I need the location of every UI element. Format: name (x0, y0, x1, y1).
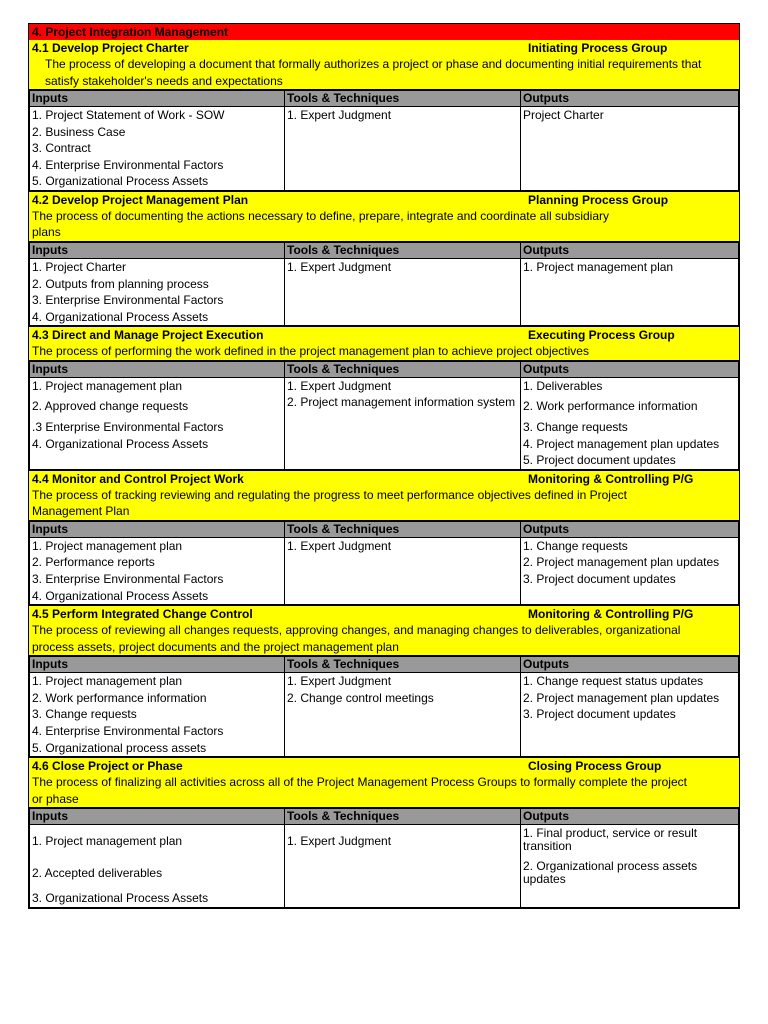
outputs-header: Outputs (521, 90, 739, 107)
outputs-cell (521, 537, 739, 605)
process-table (29, 89, 739, 192)
outputs-header: Outputs (521, 361, 739, 378)
tools-cell (285, 825, 521, 908)
tool-item: 1. Expert Judgment (287, 834, 392, 849)
input-item: 2. Business Case (32, 124, 126, 139)
inputs-cell (30, 537, 285, 605)
output-item: 2. Project management plan updates (523, 690, 720, 705)
output-item: 5. Project document updates (523, 453, 676, 468)
section-4-3 (28, 327, 740, 470)
section-4-4 (28, 471, 740, 606)
tools-header: Tools & Techniques (285, 242, 521, 259)
inputs-cell (30, 377, 285, 469)
input-item: 3. Change requests (32, 707, 137, 722)
tool-item: 2. Change control meetings (287, 690, 434, 705)
inputs-header: Inputs (30, 808, 285, 825)
output-item: 2. Work performance information (523, 399, 698, 414)
process-group: Executing Process Group (528, 328, 675, 343)
input-item: 5. Organizational process assets (32, 740, 207, 755)
section-description: The process of tracking reviewing and regulating the progress to meet performance objectives defined in Project Management Plan (29, 487, 739, 520)
section-title: 4.2 Develop Project Management Plan (32, 192, 249, 207)
tools-cell (285, 673, 521, 757)
outputs-header: Outputs (521, 521, 739, 538)
outputs-cell (521, 377, 739, 469)
section-title: 4.3 Direct and Manage Project Execution (32, 328, 264, 343)
input-item: 4. Organizational Process Assets (32, 436, 209, 451)
section-header (29, 192, 739, 208)
input-item: 2. Performance reports (32, 555, 155, 570)
process-table (29, 360, 739, 471)
section-description: The process of finalizing all activities across all of the Project Management Process Groups to formally complete the project or phase (29, 774, 739, 807)
input-item: .3 Enterprise Environmental Factors (32, 420, 224, 435)
inputs-header: Inputs (30, 361, 285, 378)
input-item: 1. Project Statement of Work - SOW (32, 108, 225, 122)
tools-header: Tools & Techniques (285, 656, 521, 673)
input-item: 1. Project management plan (32, 674, 183, 689)
input-item: 2. Work performance information (32, 690, 207, 705)
process-table (29, 241, 739, 327)
process-table (29, 520, 739, 606)
input-item: 3. Organizational Process Assets (32, 891, 209, 906)
output-item: 1. Change request status updates (523, 674, 704, 689)
section-header (29, 327, 739, 343)
input-item: 2. Approved change requests (32, 399, 189, 414)
tool-item: 1. Expert Judgment (287, 108, 392, 122)
process-table (29, 807, 739, 909)
input-item: 4. Enterprise Environmental Factors (32, 723, 224, 738)
output-item: 1. Deliverables (523, 378, 603, 393)
inputs-header: Inputs (30, 242, 285, 259)
input-item: 5. Organizational Process Assets (32, 174, 209, 189)
input-item: 4. Organizational Process Assets (32, 309, 209, 324)
section-4-5 (28, 606, 740, 758)
tools-cell (285, 537, 521, 605)
output-item: 2. Project management plan updates (523, 555, 720, 570)
tools-cell (285, 377, 521, 469)
output-item: 2. Organizational process assets updates (523, 859, 698, 887)
inputs-cell (30, 107, 285, 191)
tool-item: 2. Project management information system (287, 395, 516, 410)
tools-cell (285, 107, 521, 191)
input-item: 1. Project management plan (32, 834, 183, 849)
input-item: 1. Project management plan (32, 538, 183, 553)
section-title: 4.5 Perform Integrated Change Control (32, 607, 253, 622)
outputs-header: Outputs (521, 808, 739, 825)
input-item: 3. Enterprise Environmental Factors (32, 293, 224, 308)
inputs-header: Inputs (30, 90, 285, 107)
section-description: The process of developing a document that formally authorizes a project or phase and documenting initial requirements that satisfy stakeholder's needs and expectations (29, 56, 739, 89)
input-item: 2. Accepted deliverables (32, 865, 163, 880)
input-item: 4. Organizational Process Assets (32, 588, 209, 603)
tool-item: 1. Expert Judgment (287, 259, 392, 274)
sheet-title: 4. Project Integration Management (28, 23, 740, 40)
process-group: Monitoring & Controlling P/G (528, 607, 694, 622)
section-4-6 (28, 758, 740, 909)
output-item: 1. Final product, service or result transition (523, 826, 698, 854)
input-item: 4. Enterprise Environmental Factors (32, 157, 224, 172)
section-description: The process of documenting the actions necessary to define, prepare, integrate and coordinate all subsidiary plans (29, 208, 739, 241)
section-title: 4.4 Monitor and Control Project Work (32, 471, 244, 486)
input-item: 2. Outputs from planning process (32, 276, 209, 291)
tools-header: Tools & Techniques (285, 808, 521, 825)
section-header (29, 471, 739, 487)
section-header (29, 758, 739, 774)
section-4-2 (28, 192, 740, 327)
inputs-cell (30, 258, 285, 326)
tool-item: 1. Expert Judgment (287, 538, 392, 553)
outputs-header: Outputs (521, 656, 739, 673)
section-title: 4.1 Develop Project Charter (32, 41, 189, 55)
process-group: Initiating Process Group (528, 41, 668, 55)
output-item: 1. Change requests (523, 538, 628, 553)
input-item: 3. Contract (32, 141, 91, 156)
outputs-cell (521, 258, 739, 326)
tools-header: Tools & Techniques (285, 90, 521, 107)
input-item: 1. Project Charter (32, 259, 127, 274)
tools-cell (285, 258, 521, 326)
section-description: The process of reviewing all changes requests, approving changes, and managing changes to deliverables, organizational process assets, project documents and the project management plan (29, 622, 739, 655)
output-item: Project Charter (523, 108, 604, 122)
section-header (29, 40, 739, 56)
tools-header: Tools & Techniques (285, 521, 521, 538)
inputs-cell (30, 825, 285, 908)
input-item: 3. Enterprise Environmental Factors (32, 572, 224, 586)
tools-header: Tools & Techniques (285, 361, 521, 378)
section-description: The process of performing the work defined in the project management plan to achieve project objectives (29, 343, 739, 360)
outputs-cell (521, 825, 739, 908)
process-group: Planning Process Group (528, 192, 669, 207)
outputs-cell (521, 673, 739, 757)
section-header (29, 606, 739, 622)
process-sheet (28, 23, 740, 909)
output-item: 3. Change requests (523, 420, 628, 435)
inputs-header: Inputs (30, 656, 285, 673)
output-item: 3. Project document updates (523, 572, 676, 586)
output-item: 3. Project document updates (523, 707, 676, 722)
tool-item: 1. Expert Judgment (287, 378, 392, 393)
section-title: 4.6 Close Project or Phase (32, 759, 183, 774)
inputs-cell (30, 673, 285, 757)
section-4-1 (28, 40, 740, 192)
outputs-header: Outputs (521, 242, 739, 259)
process-table (29, 655, 739, 758)
process-group: Closing Process Group (528, 759, 662, 774)
input-item: 1. Project management plan (32, 378, 183, 393)
inputs-header: Inputs (30, 521, 285, 538)
process-group: Monitoring & Controlling P/G (528, 471, 694, 486)
output-item: 1. Project management plan (523, 259, 674, 274)
tool-item: 1. Expert Judgment (287, 674, 392, 689)
outputs-cell (521, 107, 739, 191)
output-item: 4. Project management plan updates (523, 436, 720, 451)
